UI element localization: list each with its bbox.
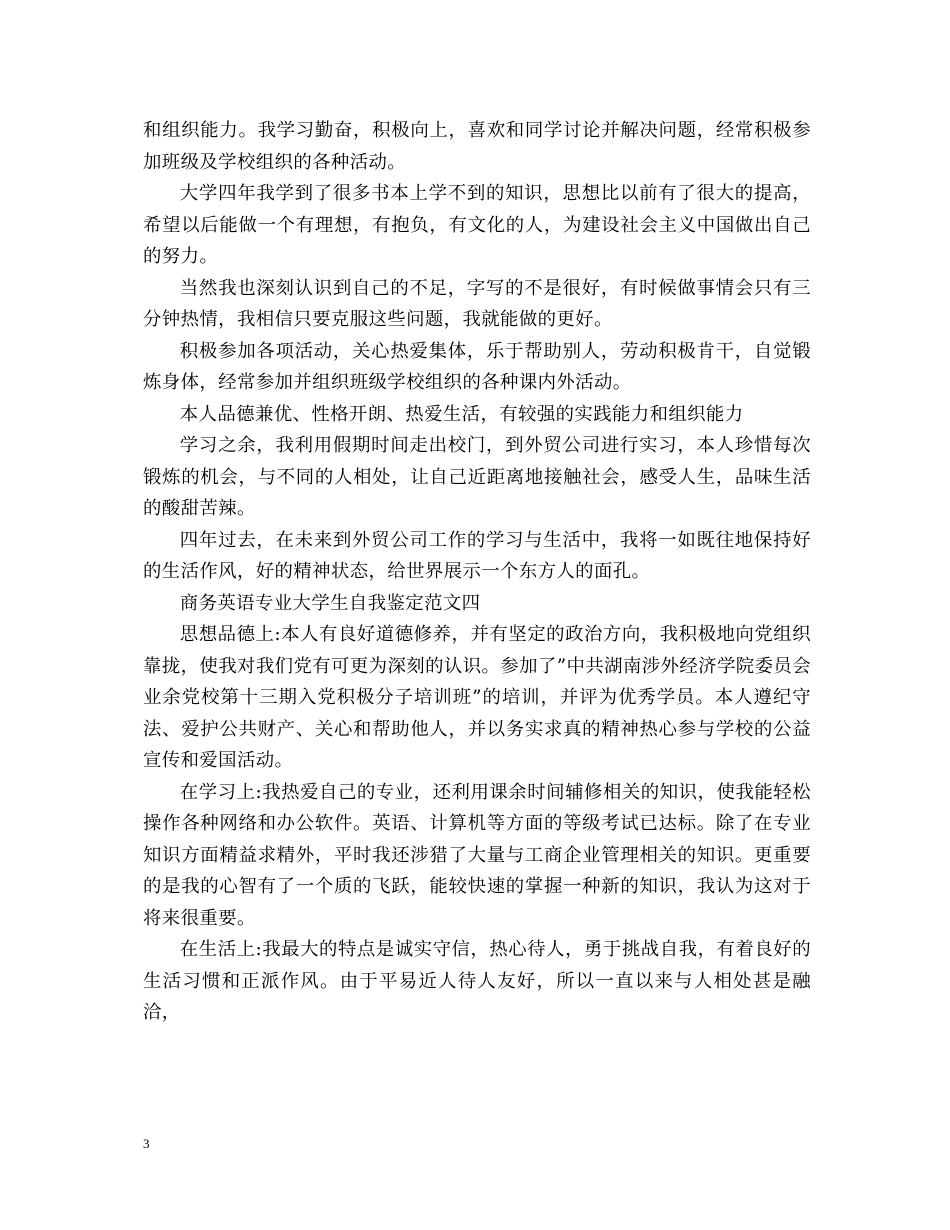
paragraph-3: 当然我也深刻认识到自己的不足，字写的不是很好，有时候做事情会只有三分钟热情，我相信只要克服这些问题，我就能做的更好。 [143, 277, 811, 330]
paragraph-4: 积极参加各项活动，关心热爱集体，乐于帮助别人，劳动积极肯干，自觉锻炼身体，经常参加并组织班级学校组织的各种课内外活动。 [143, 340, 811, 393]
paragraph-7: 四年过去，在未来到外贸公司工作的学习与生活中，我将一如既往地保持好的生活作风，好的精神状态，给世界展示一个东方人的面孔。 [143, 529, 811, 582]
document-body [143, 115, 811, 1029]
paragraph-1: 和组织能力。我学习勤奋，积极向上，喜欢和同学讨论并解决问题，经常积极参加班级及学校组织的各种活动。 [143, 120, 811, 173]
paragraph-5: 本人品德兼优、性格开朗、热爱生活，有较强的实践能力和组织能力 [179, 403, 744, 425]
section-heading: 商务英语专业大学生自我鉴定范文四 [179, 592, 481, 614]
paragraph-11: 在生活上:我最大的特点是诚实守信，热心待人，勇于挑战自我，有着良好的生活习惯和正派作风。由于平易近人待人友好，所以一直以来与人相处甚是融洽， [143, 939, 811, 1023]
paragraph-6: 学习之余，我利用假期时间走出校门，到外贸公司进行实习，本人珍惜每次锻炼的机会，与不同的人相处，让自己近距离地接触社会，感受人生，品味生活的酸甜苦辣。 [143, 435, 811, 519]
paragraph-10: 在学习上:我热爱自己的专业，还利用课余时间辅修相关的知识，使我能轻松操作各种网络和办公软件。英语、计算机等方面的等级考试已达标。除了在专业知识方面精益求精外，平时我还涉猎了大量与工商企业管理相关的知识。更重要的是我的心智有了一个质的飞跃，能较快速的掌握一种新的知识，我认为这对于将来很重要。 [143, 781, 811, 929]
page-number: 3 [143, 1136, 150, 1151]
paragraph-2: 大学四年我学到了很多书本上学不到的知识，思想比以前有了很大的提高，希望以后能做一个有理想，有抱负，有文化的人，为建设社会主义中国做出自己的努力。 [143, 183, 811, 267]
paragraph-9: 思想品德上:本人有良好道德修养，并有坚定的政治方向，我积极地向党组织靠拢，使我对我们党有可更为深刻的认识。参加了”中共湖南涉外经济学院委员会业余党校第十三期入党积极分子培训班”的培训，并评为优秀学员。本人遵纪守法、爱护公共财产、关心和帮助他人，并以务实求真的精神热心参与学校的公益宣传和爱国活动。 [143, 624, 811, 771]
